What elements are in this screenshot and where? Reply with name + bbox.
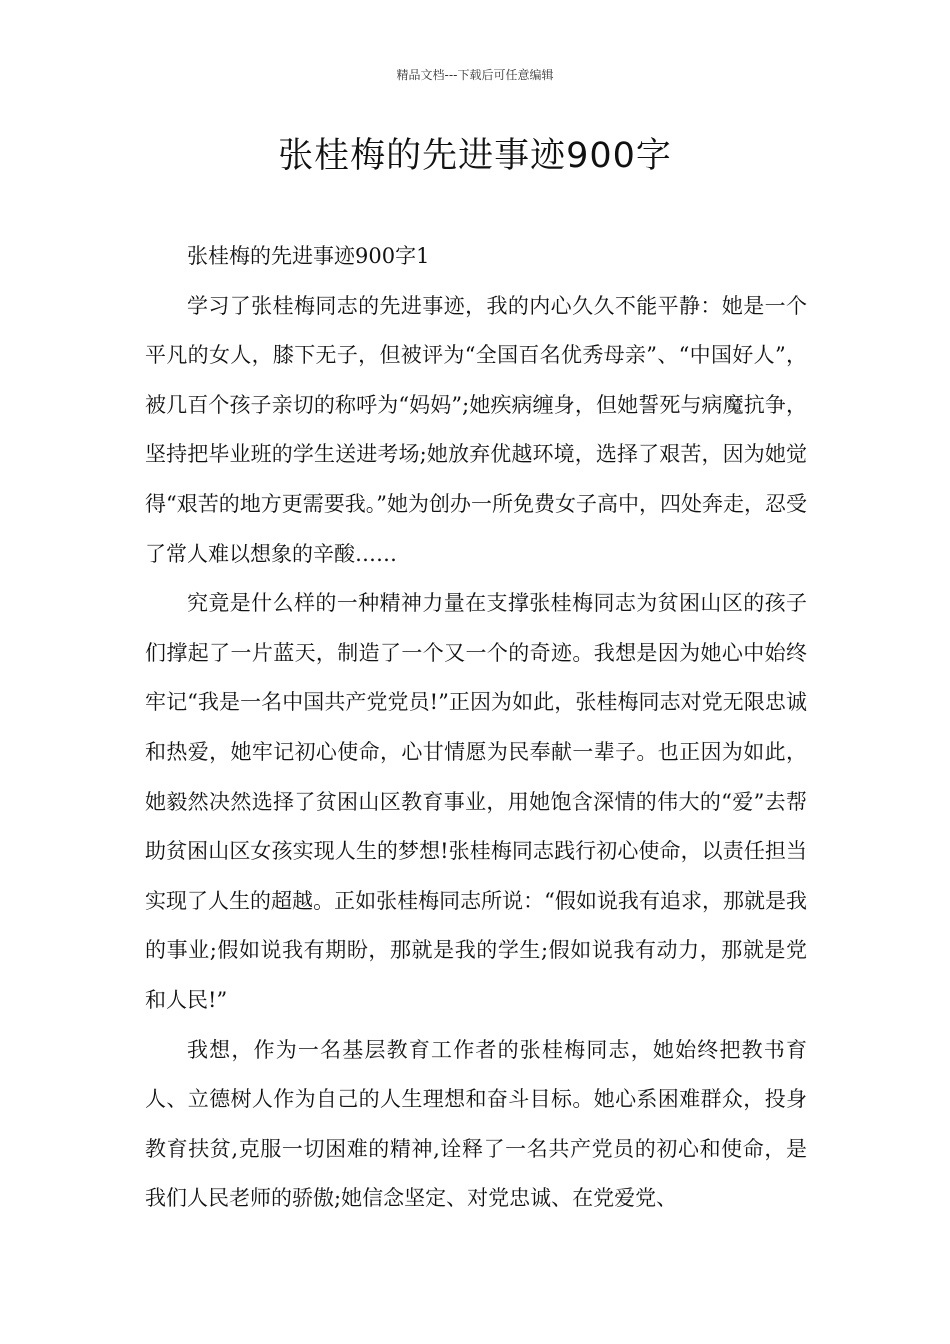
paragraph: 究竟是什么样的一种精神力量在支撑张桂梅同志为贫困山区的孩子们撑起了一片蓝天，制造了一个又一个的奇迹。我想是因为她心中始终牢记“我是一名中国共产党党员!”正因为如此，张桂梅同志对党无限忠诚和热爱，她牢记初心使命，心甘情愿为民奉献一辈子。也正因为如此，她毅然决然选择了贫困山区教育事业，用她饱含深情的伟大的“爱”去帮助贫困山区女孩实现人生的梦想!张桂梅同志践行初心使命，以责任担当实现了人生的超越。正如张桂梅同志所说：“假如说我有追求，那就是我的事业;假如说我有期盼，那就是我的学生;假如说我有动力，那就是党和人民!” [145,591,807,1012]
paragraph: 学习了张桂梅同志的先进事迹，我的内心久久不能平静：她是一个平凡的女人，膝下无子，但被评为“全国百名优秀母亲”、“中国好人”，被几百个孩子亲切的称呼为“妈妈”;她疾病缠身，但她誓死与病魔抗争，坚持把毕业班的学生送进考场;她放弃优越环境，选择了艰苦，因为她觉得“艰苦的地方更需要我。”她为创办一所免费女子高中，四处奔走，忍受了常人难以想象的辛酸…… [145,293,807,566]
paragraph-subtitle: 张桂梅的先进事迹900字1 [187,244,430,268]
document-body [145,232,807,1224]
header-note: 精品文档---下载后可任意编辑 [396,68,554,82]
paragraph: 我想，作为一名基层教育工作者的张桂梅同志，她始终把教书育人、立德树人作为自己的人生理想和奋斗目标。她心系困难群众，投身教育扶贫,克服一切困难的精神,诠释了一名共产党员的初心和使命，是我们人民老师的骄傲;她信念坚定、对党忠诚、在党爱党、 [145,1037,807,1211]
document-title: 张桂梅的先进事迹900字 [278,136,672,176]
